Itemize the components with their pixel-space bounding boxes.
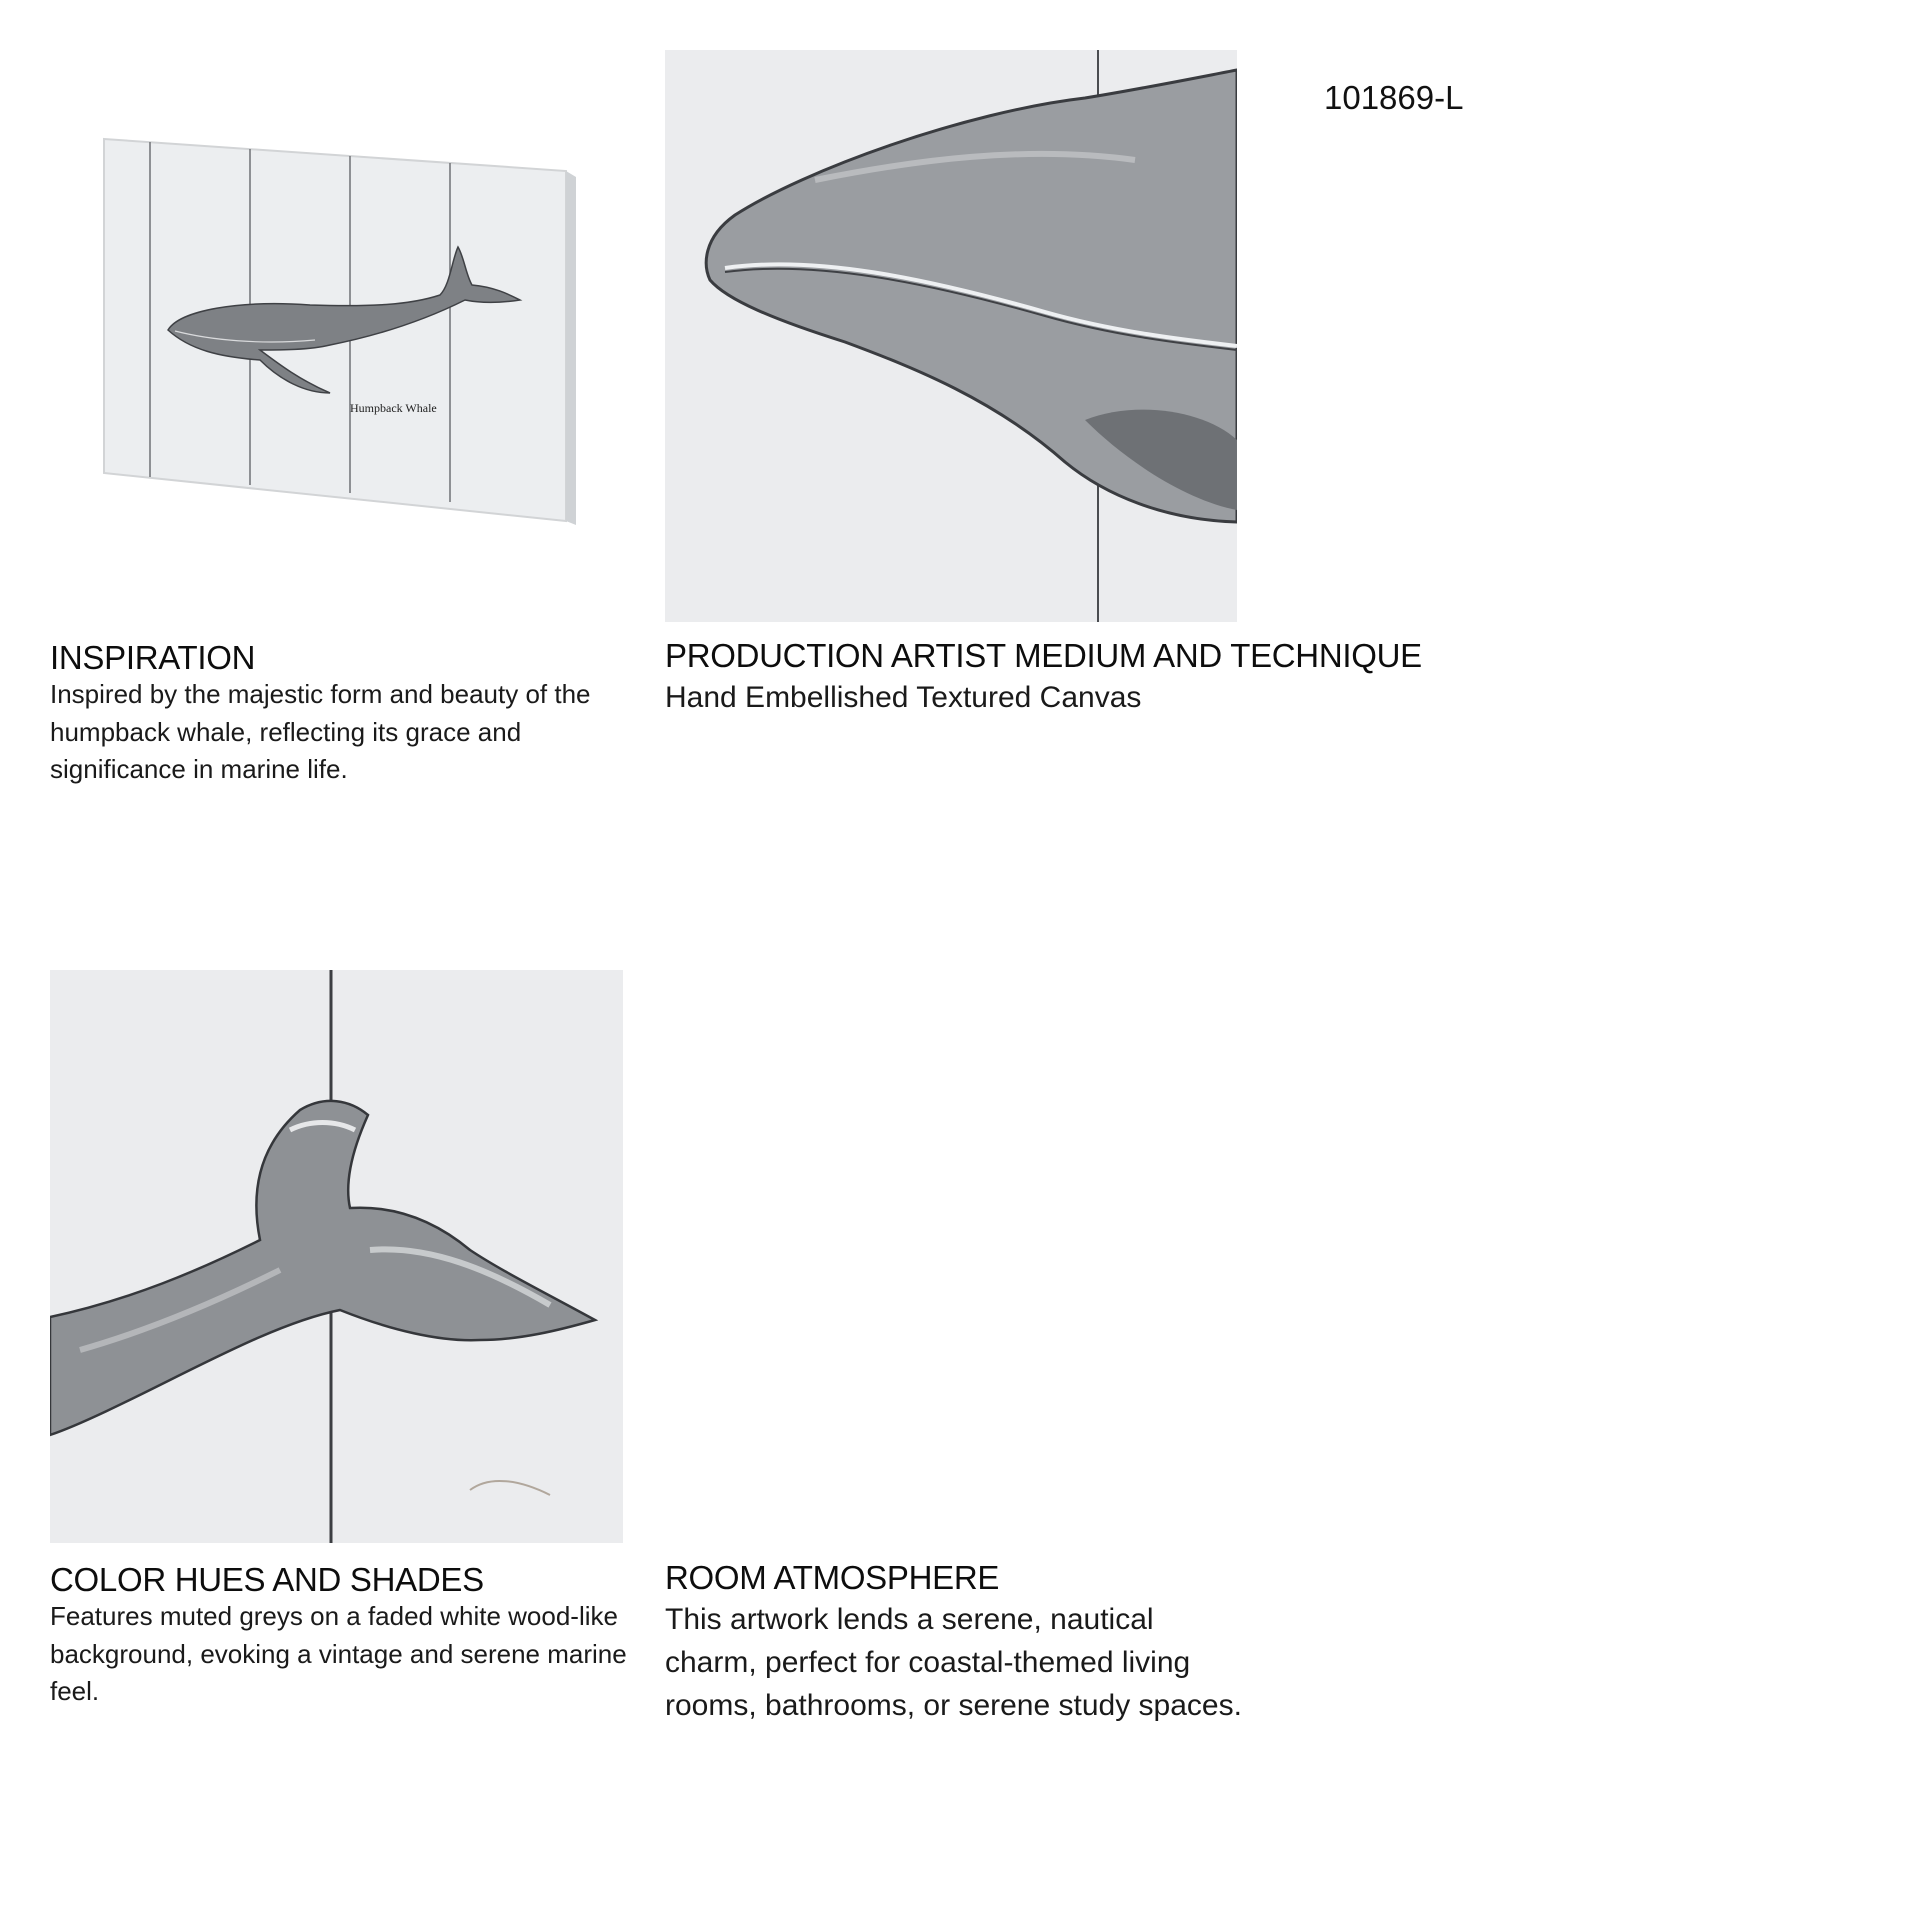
color-text: Features muted greys on a faded white wood-like background, evoking a vintage and serene marine feel. (50, 1601, 627, 1706)
room-heading: ROOM ATMOSPHERE (665, 1559, 1000, 1596)
product-sku: 101869-L (1324, 79, 1464, 116)
inspiration-text: Inspired by the majestic form and beauty of the humpback whale, reflecting its grace and significance in marine life. (50, 679, 591, 784)
color-heading: COLOR HUES AND SHADES (50, 1561, 484, 1598)
canvas-caption: Humpback Whale (350, 401, 437, 415)
canvas-product-image (100, 135, 576, 530)
whale-head-illustration (665, 50, 1237, 622)
whale-tail-detail-image (50, 970, 623, 1543)
whale-canvas-illustration (100, 135, 576, 530)
inspiration-heading: INSPIRATION (50, 639, 256, 676)
room-text: This artwork lends a serene, nautical charm, perfect for coastal-themed living rooms, bathrooms, or serene study spaces. (665, 1603, 1242, 1722)
production-heading: PRODUCTION ARTIST MEDIUM AND TECHNIQUE (665, 637, 1422, 674)
whale-head-detail-image (665, 50, 1237, 622)
production-text: Hand Embellished Textured Canvas (665, 681, 1142, 714)
whale-tail-illustration (50, 970, 623, 1543)
